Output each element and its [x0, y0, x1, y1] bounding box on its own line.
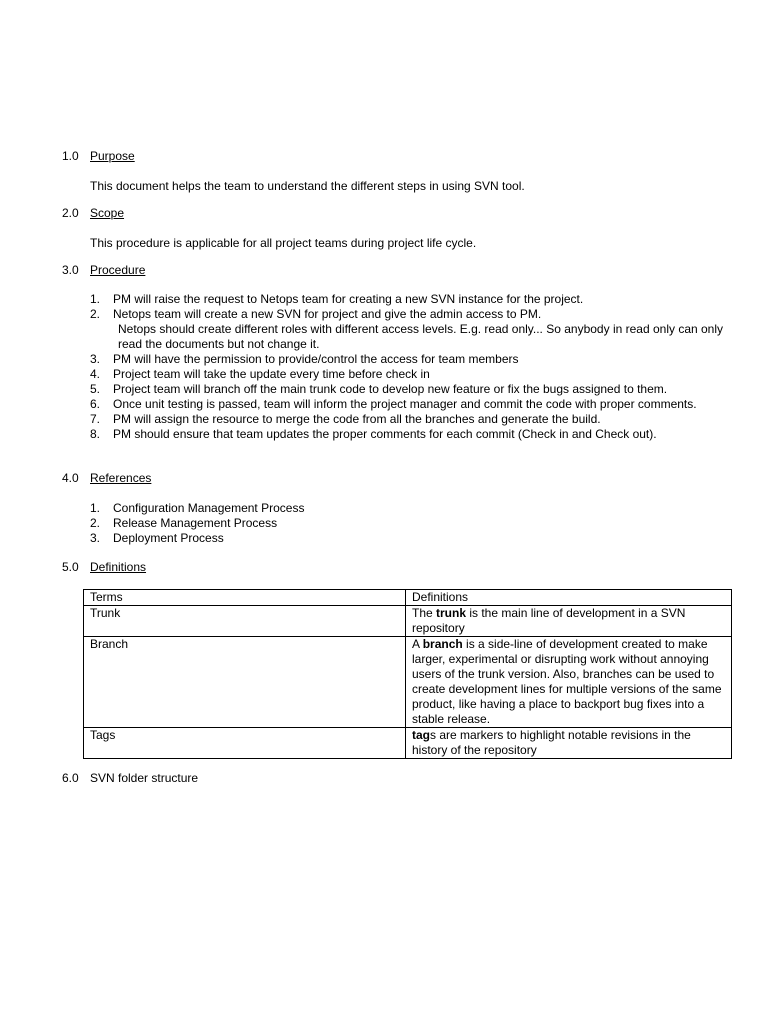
scope-paragraph: This procedure is applicable for all project teams during project life cycle. [90, 236, 477, 250]
section-title: Procedure [90, 263, 146, 277]
list-number: 2. [90, 516, 101, 530]
definition-pre: The [412, 606, 437, 620]
definition-post: s are markers to highlight notable revisions in the history of the repository [412, 728, 691, 757]
list-number: 1. [90, 501, 101, 515]
term-cell: Trunk [84, 606, 406, 637]
list-item [90, 292, 730, 307]
term-cell: Branch [84, 637, 406, 728]
list-number: 6. [90, 397, 101, 411]
list-text: Once unit testing is passed, team will inform the project manager and commit the code with proper comments. [113, 397, 697, 411]
term-cell: Tags [84, 728, 406, 759]
section-number: 2.0 [62, 206, 79, 220]
list-text: Configuration Management Process [113, 501, 305, 515]
section-heading-procedure [62, 263, 145, 278]
definitions-table [83, 589, 732, 759]
list-item [90, 501, 730, 516]
list-text: Deployment Process [113, 531, 224, 545]
list-item [90, 412, 730, 427]
purpose-paragraph: This document helps the team to understand the different steps in using SVN tool. [90, 179, 525, 193]
list-text: Netops team will create a new SVN for project and give the admin access to PM. [113, 307, 542, 321]
definition-pre: A [412, 637, 423, 651]
table-row [84, 728, 732, 759]
list-number: 2. [90, 307, 101, 321]
section-heading-definitions [62, 560, 146, 575]
list-item [90, 382, 730, 397]
definition-bold-term: trunk [436, 606, 467, 620]
section-title: Purpose [90, 149, 135, 163]
list-subtext: Netops should create different roles with different access levels. E.g. read only... So anybody in read only can only read the documents but not change it. [118, 322, 724, 351]
list-text: Project team will branch off the main trunk code to develop new feature or fix the bugs assigned to them. [113, 382, 668, 396]
header-cell-terms: Terms [84, 590, 406, 606]
section-number: 1.0 [62, 149, 79, 163]
header-cell-definitions: Definitions [406, 590, 732, 606]
section-heading-references [62, 471, 151, 486]
list-number: 3. [90, 531, 101, 545]
section-heading-svn-folder-structure [62, 771, 198, 786]
table-header-row [84, 590, 732, 606]
section-number: 5.0 [62, 560, 79, 574]
list-text: PM will assign the resource to merge the code from all the branches and generate the build. [113, 412, 601, 426]
section-title: SVN folder structure [90, 771, 199, 785]
list-item [90, 427, 730, 442]
list-item [90, 352, 730, 367]
section-heading-purpose [62, 149, 135, 164]
list-item [90, 397, 730, 412]
list-number: 4. [90, 367, 101, 381]
list-text: PM should ensure that team updates the proper comments for each commit (Check in and Check out). [113, 427, 657, 441]
list-number: 7. [90, 412, 101, 426]
list-text: PM will raise the request to Netops team for creating a new SVN instance for the project. [113, 292, 584, 306]
table-row [84, 637, 732, 728]
list-number: 8. [90, 427, 101, 441]
list-item [90, 516, 730, 531]
list-number: 5. [90, 382, 101, 396]
list-item [90, 531, 730, 546]
section-number: 6.0 [62, 771, 79, 785]
table-row [84, 606, 732, 637]
list-number: 1. [90, 292, 101, 306]
list-text: Release Management Process [113, 516, 278, 530]
list-text: Project team will take the update every time before check in [113, 367, 430, 381]
section-heading-scope [62, 206, 124, 221]
procedure-list [90, 292, 730, 442]
list-item [90, 307, 730, 352]
section-title: Scope [90, 206, 125, 220]
definition-cell [406, 637, 732, 728]
section-title: References [90, 471, 152, 485]
definition-bold-term: branch [422, 637, 463, 651]
definition-cell [406, 606, 732, 637]
definition-cell [406, 728, 732, 759]
references-list [90, 501, 730, 546]
list-item [90, 367, 730, 382]
list-number: 3. [90, 352, 101, 366]
section-number: 3.0 [62, 263, 79, 277]
section-number: 4.0 [62, 471, 79, 485]
section-title: Definitions [90, 560, 147, 574]
definition-post: is the main line of development in a SVN repository [412, 606, 686, 635]
definition-post: is a side-line of development created to make larger, experimental or disrupting work without annoying users of the trunk version. Also, branches can be used to create development lines for multiple versions of the same product, like having a place to backport bug fixes into a stable release. [412, 637, 722, 726]
definition-bold-term: tag [412, 728, 430, 742]
list-text: PM will have the permission to provide/control the access for team members [113, 352, 519, 366]
